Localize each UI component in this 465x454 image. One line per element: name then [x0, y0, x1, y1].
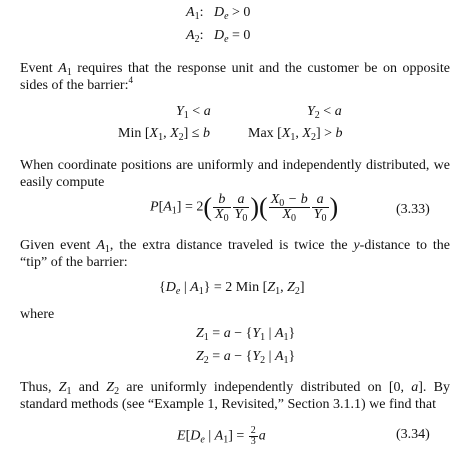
fraction-two-thirds: $\frac{2}{3}$ — [250, 425, 256, 447]
where-label: where — [20, 307, 55, 322]
footnote-marker: 4 — [128, 75, 133, 85]
fraction-b-over-x0: $\frac{b}{X_0}$ — [215, 192, 229, 224]
fraction-a-over-y0-2: $\frac{a}{Y_0}$ — [313, 192, 327, 224]
equation-number-3-33: (3.33) — [396, 202, 430, 217]
condition-min: Min [$X_1$, $X_2] \le b$ — [118, 126, 210, 143]
paragraph-thus: Thus, $Z_1$ and $Z_2$ are uniformly independently distributed on [0, a]. By standard methods (see “Example 1, Revisited,” Section 3.1.1) we find that — [20, 380, 450, 412]
paragraph-extra-distance: Given event $A_1$, the extra distance traveled is twice the y-distance to the “tip” of the barrier: — [20, 238, 451, 270]
definition-a1: $A_1$: $D_e > 0$ — [186, 5, 251, 22]
paragraph-uniform: When coordinate positions are uniformly and independently distributed, we easily compute — [20, 158, 450, 190]
definition-a2: $A_2$: $D_e = 0$ — [186, 28, 251, 45]
fraction-a-over-y0: $\frac{a}{Y_0}$ — [234, 192, 248, 224]
equation-3-34: $E[D_e$ | $A_1$] = $\frac{2}{3}$ a — [177, 425, 266, 447]
equation-number-3-34: (3.34) — [396, 427, 430, 442]
definition-z1: $Z_1 = a - \{Y_1$ | $A_1$} — [196, 326, 296, 343]
paragraph-event-a1: Event $A_1$ requires that the response unit and the customer be on opposite sides of the barrier:$^4$ — [20, 61, 450, 93]
definition-z2: $Z_2 = a - \{Y_2$ | $A_1$} — [196, 349, 296, 366]
condition-y2: $Y_2 < a$ — [307, 104, 342, 121]
condition-max: Max [$X_1$, $X_2] > b$ — [248, 126, 343, 143]
condition-y1: $Y_1 < a$ — [176, 104, 211, 121]
equation-3-33: $P[A_1] = 2$( $\frac{b}{X_0}$ $\frac{a}{Y_0}$ )( $\frac{X_0 - b}{X_0}$ $\frac{a}{Y_0}$ ) — [150, 192, 339, 224]
equation-de-given-a1: {$D_e$ | $A_1\} = 2$ Min [$Z_1$, $Z_2$] — [159, 280, 305, 297]
fraction-x0-minus-b-over-x0: $\frac{X_0 - b}{X_0}$ — [270, 192, 308, 224]
